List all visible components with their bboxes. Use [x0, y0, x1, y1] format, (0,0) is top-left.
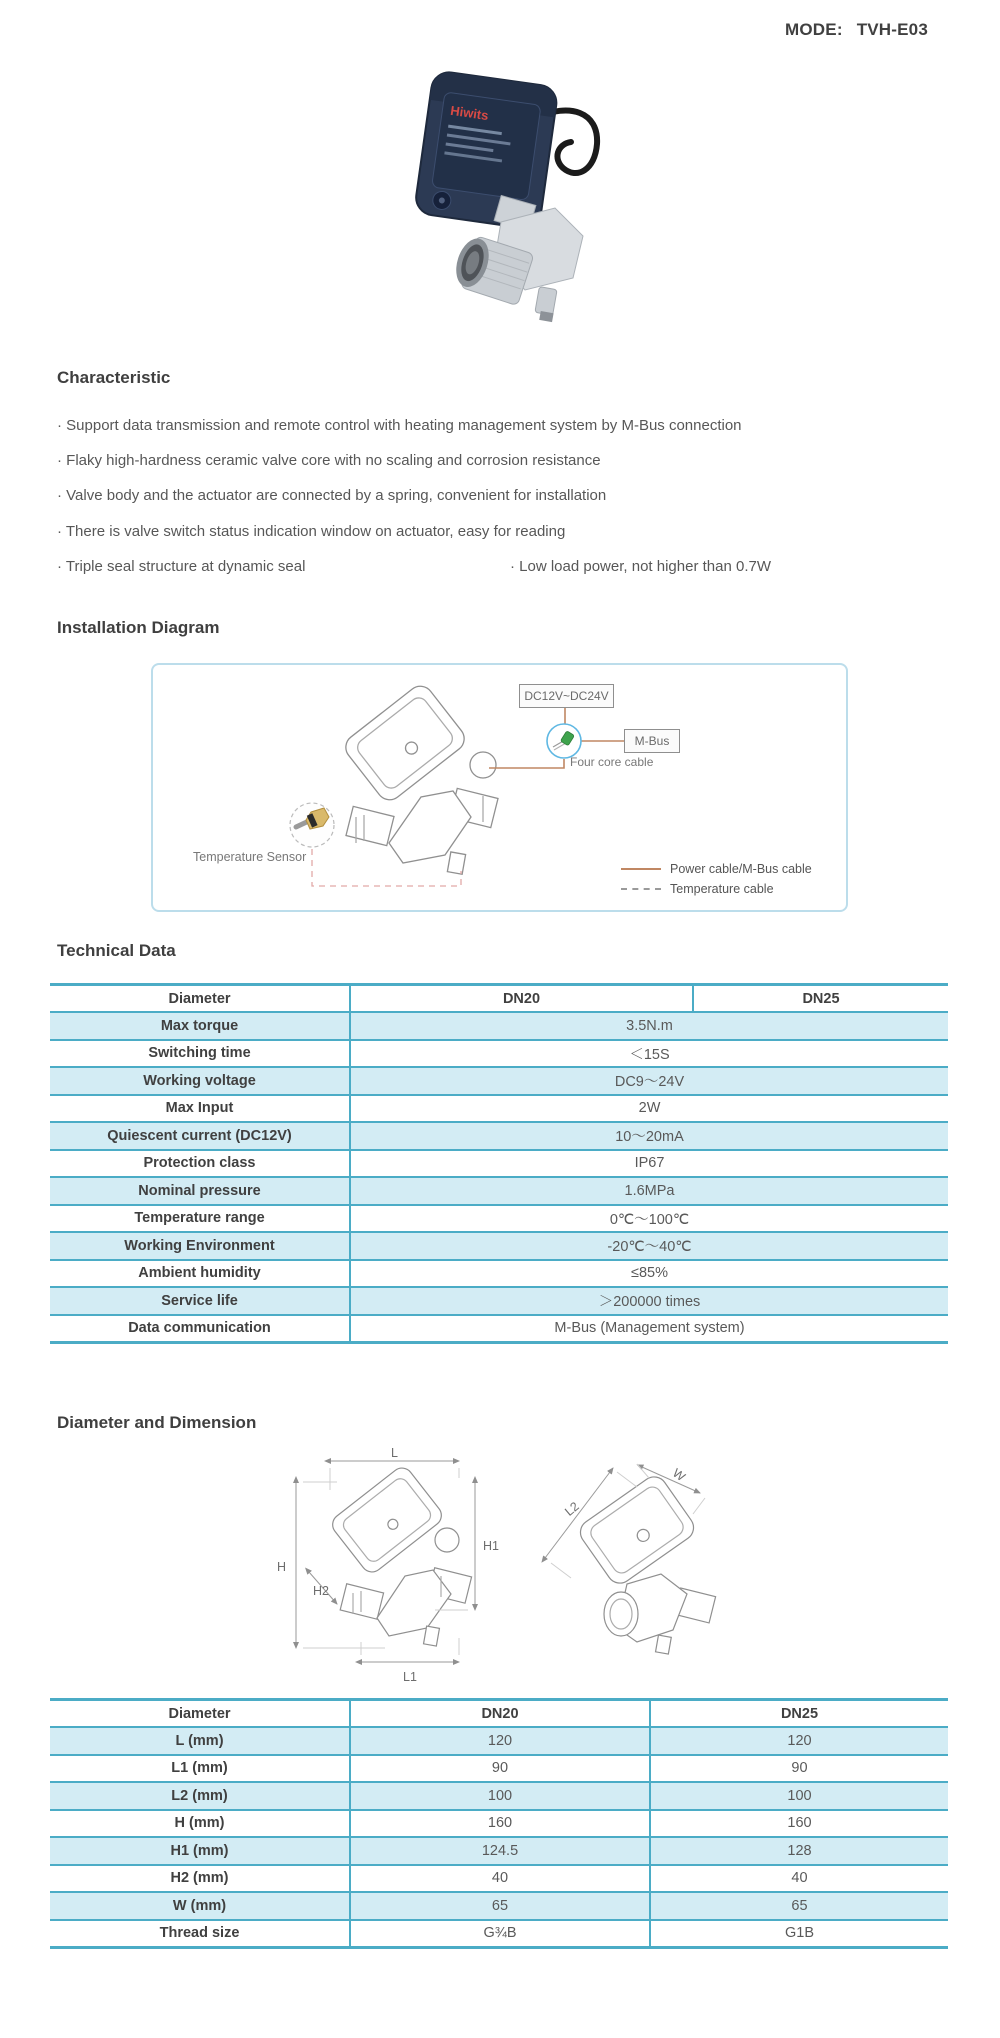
dim-label-H: H: [277, 1560, 287, 1574]
row-value: ≤85%: [350, 1260, 948, 1288]
cell-dn25: 90: [650, 1755, 948, 1783]
row-label: L2 (mm): [50, 1782, 350, 1810]
table-row: [50, 1122, 948, 1150]
technical-data-table: [50, 983, 948, 1344]
row-value: DC9～24V: [350, 1067, 948, 1095]
table-row: [50, 1067, 948, 1095]
row-label: H2 (mm): [50, 1865, 350, 1893]
product-photo-art: [385, 60, 615, 355]
legend-item: [621, 859, 812, 879]
row-label: Max torque: [50, 1012, 350, 1040]
row-value: 3.5N.m: [350, 1012, 948, 1040]
row-label: Max Input: [50, 1095, 350, 1123]
right-view-art: [575, 1472, 715, 1654]
legend-label: Power cable/M-Bus cable: [670, 862, 812, 876]
cell-dn20: G¾B: [350, 1920, 650, 1948]
table-row: [50, 1232, 948, 1260]
dim-label-L: L: [391, 1446, 398, 1460]
table-row: [50, 1865, 948, 1893]
column-header: Diameter: [50, 985, 350, 1013]
column-header: DN25: [650, 1700, 948, 1728]
dim-label-W: W: [670, 1465, 688, 1485]
left-view-art: [328, 1464, 471, 1646]
valve-drawing: [341, 681, 498, 874]
row-value: ＜15S: [350, 1040, 948, 1068]
row-label: H1 (mm): [50, 1837, 350, 1865]
technical-data-title: Technical Data: [57, 941, 176, 960]
dimension-drawings: [225, 1442, 770, 1694]
table-row: [50, 1920, 948, 1948]
row-label: H (mm): [50, 1810, 350, 1838]
cell-dn20: 40: [350, 1865, 650, 1893]
cell-dn20: 90: [350, 1755, 650, 1783]
four-core-cable-label: Four core cable: [570, 755, 654, 769]
table-row: [50, 1287, 948, 1315]
cell-dn25: 120: [650, 1727, 948, 1755]
row-value: IP67: [350, 1150, 948, 1178]
dimension-drawing-art: [225, 1442, 770, 1694]
actuator-art: [414, 70, 559, 230]
cell-dn25: G1B: [650, 1920, 948, 1948]
bullet-item: · Flaky high-hardness ceramic valve core with no scaling and corrosion resistance: [57, 452, 601, 470]
column-header: DN20: [350, 1700, 650, 1728]
product-photo: [385, 60, 615, 355]
dim-label-L1: L1: [403, 1670, 417, 1684]
characteristic-title: Characteristic: [57, 368, 171, 387]
row-label: Ambient humidity: [50, 1260, 350, 1288]
temperature-sensor-label: Temperature Sensor: [193, 850, 307, 864]
row-label: Switching time: [50, 1040, 350, 1068]
mbus-label: M-Bus: [624, 729, 680, 753]
dimension-table: [50, 1698, 948, 1949]
diagram-legend: [621, 859, 812, 899]
cell-dn25: 160: [650, 1810, 948, 1838]
model-header: [785, 20, 928, 40]
column-header: DN25: [693, 985, 948, 1013]
brand-text: Hiwits: [449, 102, 490, 124]
installation-title: Installation Diagram: [57, 618, 220, 637]
power-supply-label: DC12V~DC24V: [519, 684, 614, 708]
table-header-row: [50, 1700, 948, 1728]
table-row: [50, 1782, 948, 1810]
four-core-cable-icon: [547, 724, 581, 758]
row-value: 1.6MPa: [350, 1177, 948, 1205]
column-header: DN20: [350, 985, 693, 1013]
table-row: [50, 1892, 948, 1920]
dimension-title: Diameter and Dimension: [57, 1413, 257, 1432]
cell-dn20: 120: [350, 1727, 650, 1755]
table-row: [50, 1837, 948, 1865]
row-label: Working voltage: [50, 1067, 350, 1095]
bullet-item: · Triple seal structure at dynamic seal: [57, 557, 306, 575]
row-label: Service life: [50, 1287, 350, 1315]
bullet-item-right: · Low load power, not higher than 0.7W: [510, 557, 771, 575]
legend-item: [621, 879, 812, 899]
row-value: 0℃～100℃: [350, 1205, 948, 1233]
table-row: [50, 1012, 948, 1040]
table-header-row: [50, 985, 948, 1013]
table-row: [50, 1040, 948, 1068]
bullet-item: · Support data transmission and remote control with heating management system by M-Bus connection: [57, 417, 742, 434]
legend-label: Temperature cable: [670, 882, 774, 896]
cell-dn20: 124.5: [350, 1837, 650, 1865]
cell-dn25: 128: [650, 1837, 948, 1865]
row-label: W (mm): [50, 1892, 350, 1920]
solid-line-swatch: [621, 868, 661, 870]
table-row: [50, 1177, 948, 1205]
row-value: 2W: [350, 1095, 948, 1123]
row-label: Quiescent current (DC12V): [50, 1122, 350, 1150]
table-row: [50, 1315, 948, 1343]
cell-dn20: 160: [350, 1810, 650, 1838]
row-label: Protection class: [50, 1150, 350, 1178]
table-row: [50, 1150, 948, 1178]
dashed-line-swatch: [621, 888, 661, 890]
cell-dn20: 65: [350, 1892, 650, 1920]
row-label: Temperature range: [50, 1205, 350, 1233]
column-header: Diameter: [50, 1700, 350, 1728]
row-label: Nominal pressure: [50, 1177, 350, 1205]
table-row: [50, 1205, 948, 1233]
model-value: TVH-E03: [856, 20, 928, 39]
cell-dn25: 65: [650, 1892, 948, 1920]
table-row: [50, 1727, 948, 1755]
row-value: -20℃～40℃: [350, 1232, 948, 1260]
dim-label-H1: H1: [483, 1539, 499, 1553]
cell-dn25: 40: [650, 1865, 948, 1893]
dim-label-L2: L2: [562, 1499, 582, 1519]
temperature-sensor-icon: [290, 803, 334, 847]
bullet-item: · Valve body and the actuator are connected by a spring, convenient for installation: [57, 487, 607, 505]
table-row: [50, 1810, 948, 1838]
row-label: L1 (mm): [50, 1755, 350, 1783]
row-value: 10～20mA: [350, 1122, 948, 1150]
row-label: L (mm): [50, 1727, 350, 1755]
row-label: Working Environment: [50, 1232, 350, 1260]
model-label: MODE:: [785, 20, 843, 39]
dim-label-H2: H2: [313, 1584, 329, 1598]
cell-dn25: 100: [650, 1782, 948, 1810]
table-row: [50, 1260, 948, 1288]
installation-diagram: [151, 663, 848, 912]
row-value: ＞200000 times: [350, 1287, 948, 1315]
characteristic-bullets: [57, 414, 962, 588]
bullet-item: · There is valve switch status indication window on actuator, easy for reading: [57, 522, 566, 540]
table-row: [50, 1095, 948, 1123]
table-row: [50, 1755, 948, 1783]
row-label: Thread size: [50, 1920, 350, 1948]
cell-dn20: 100: [350, 1782, 650, 1810]
row-value: M-Bus (Management system): [350, 1315, 948, 1343]
row-label: Data communication: [50, 1315, 350, 1343]
